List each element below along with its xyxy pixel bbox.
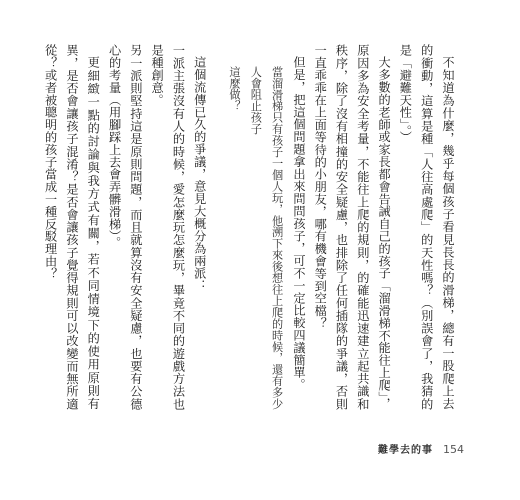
- page-number: 154: [443, 443, 464, 456]
- paragraph-6: 另一派則堅持這是原則問題，而且就算沒有安全疑慮，也要有公德心的考量（用腳踩上去會弄髒滑梯）。: [107, 44, 143, 410]
- paragraph-4: 這個流傳已久的爭議，意見大概分為兩派：: [192, 56, 207, 292]
- paragraph-5: 一派主張沒有人的時候，愛怎麼玩怎麼玩，畢竟不同的遊戲方法也是種創意。: [150, 44, 186, 410]
- paragraph-3: 但是，把這個問題拿出來問問孩子，可不一定比較四議簡單。: [291, 56, 306, 391]
- quote-line-1: 當溜滑梯只有孩子一個人玩，他溯下來後想往上爬的時候，還有多少人會阻止孩子: [249, 66, 284, 410]
- paragraph-1: 不知道為什麼，幾乎每個孩子看見長長的滑梯，總有一股爬上去的衝動，這算是種「人往高處爬」的天性嗎？（別誤會了，我猜的是「避難天性」。）: [398, 44, 455, 410]
- page-footer: [378, 441, 464, 456]
- paragraph-2: 大多數的老師或家長都會告誡自己的孩子「溜滑梯不能往上爬」，原因多為安全考量，不能往上爬的規則，的確能迅速建立起共識和秩序，除了沒有相撞的安全疑慮，也排除了任何插隊的爭議，否則一直乖乖在上面等待的小朋友，哪有機會等到空檔？: [313, 44, 392, 410]
- paragraph-7: 更細緻一點的討論與我方式有關，若不同情境下的使用原則有異，是否會讓孩子混淆？是否會讓孩子覺得規則可以改變而無所適從？或者被聰明的孩子當成一種反駁理由？: [43, 44, 101, 410]
- quote-line-2: 這麼做？: [228, 66, 242, 112]
- paragraph-gap: [210, 44, 224, 410]
- chapter-title: 難學去的事: [378, 445, 433, 456]
- vertical-text-body: [39, 44, 458, 410]
